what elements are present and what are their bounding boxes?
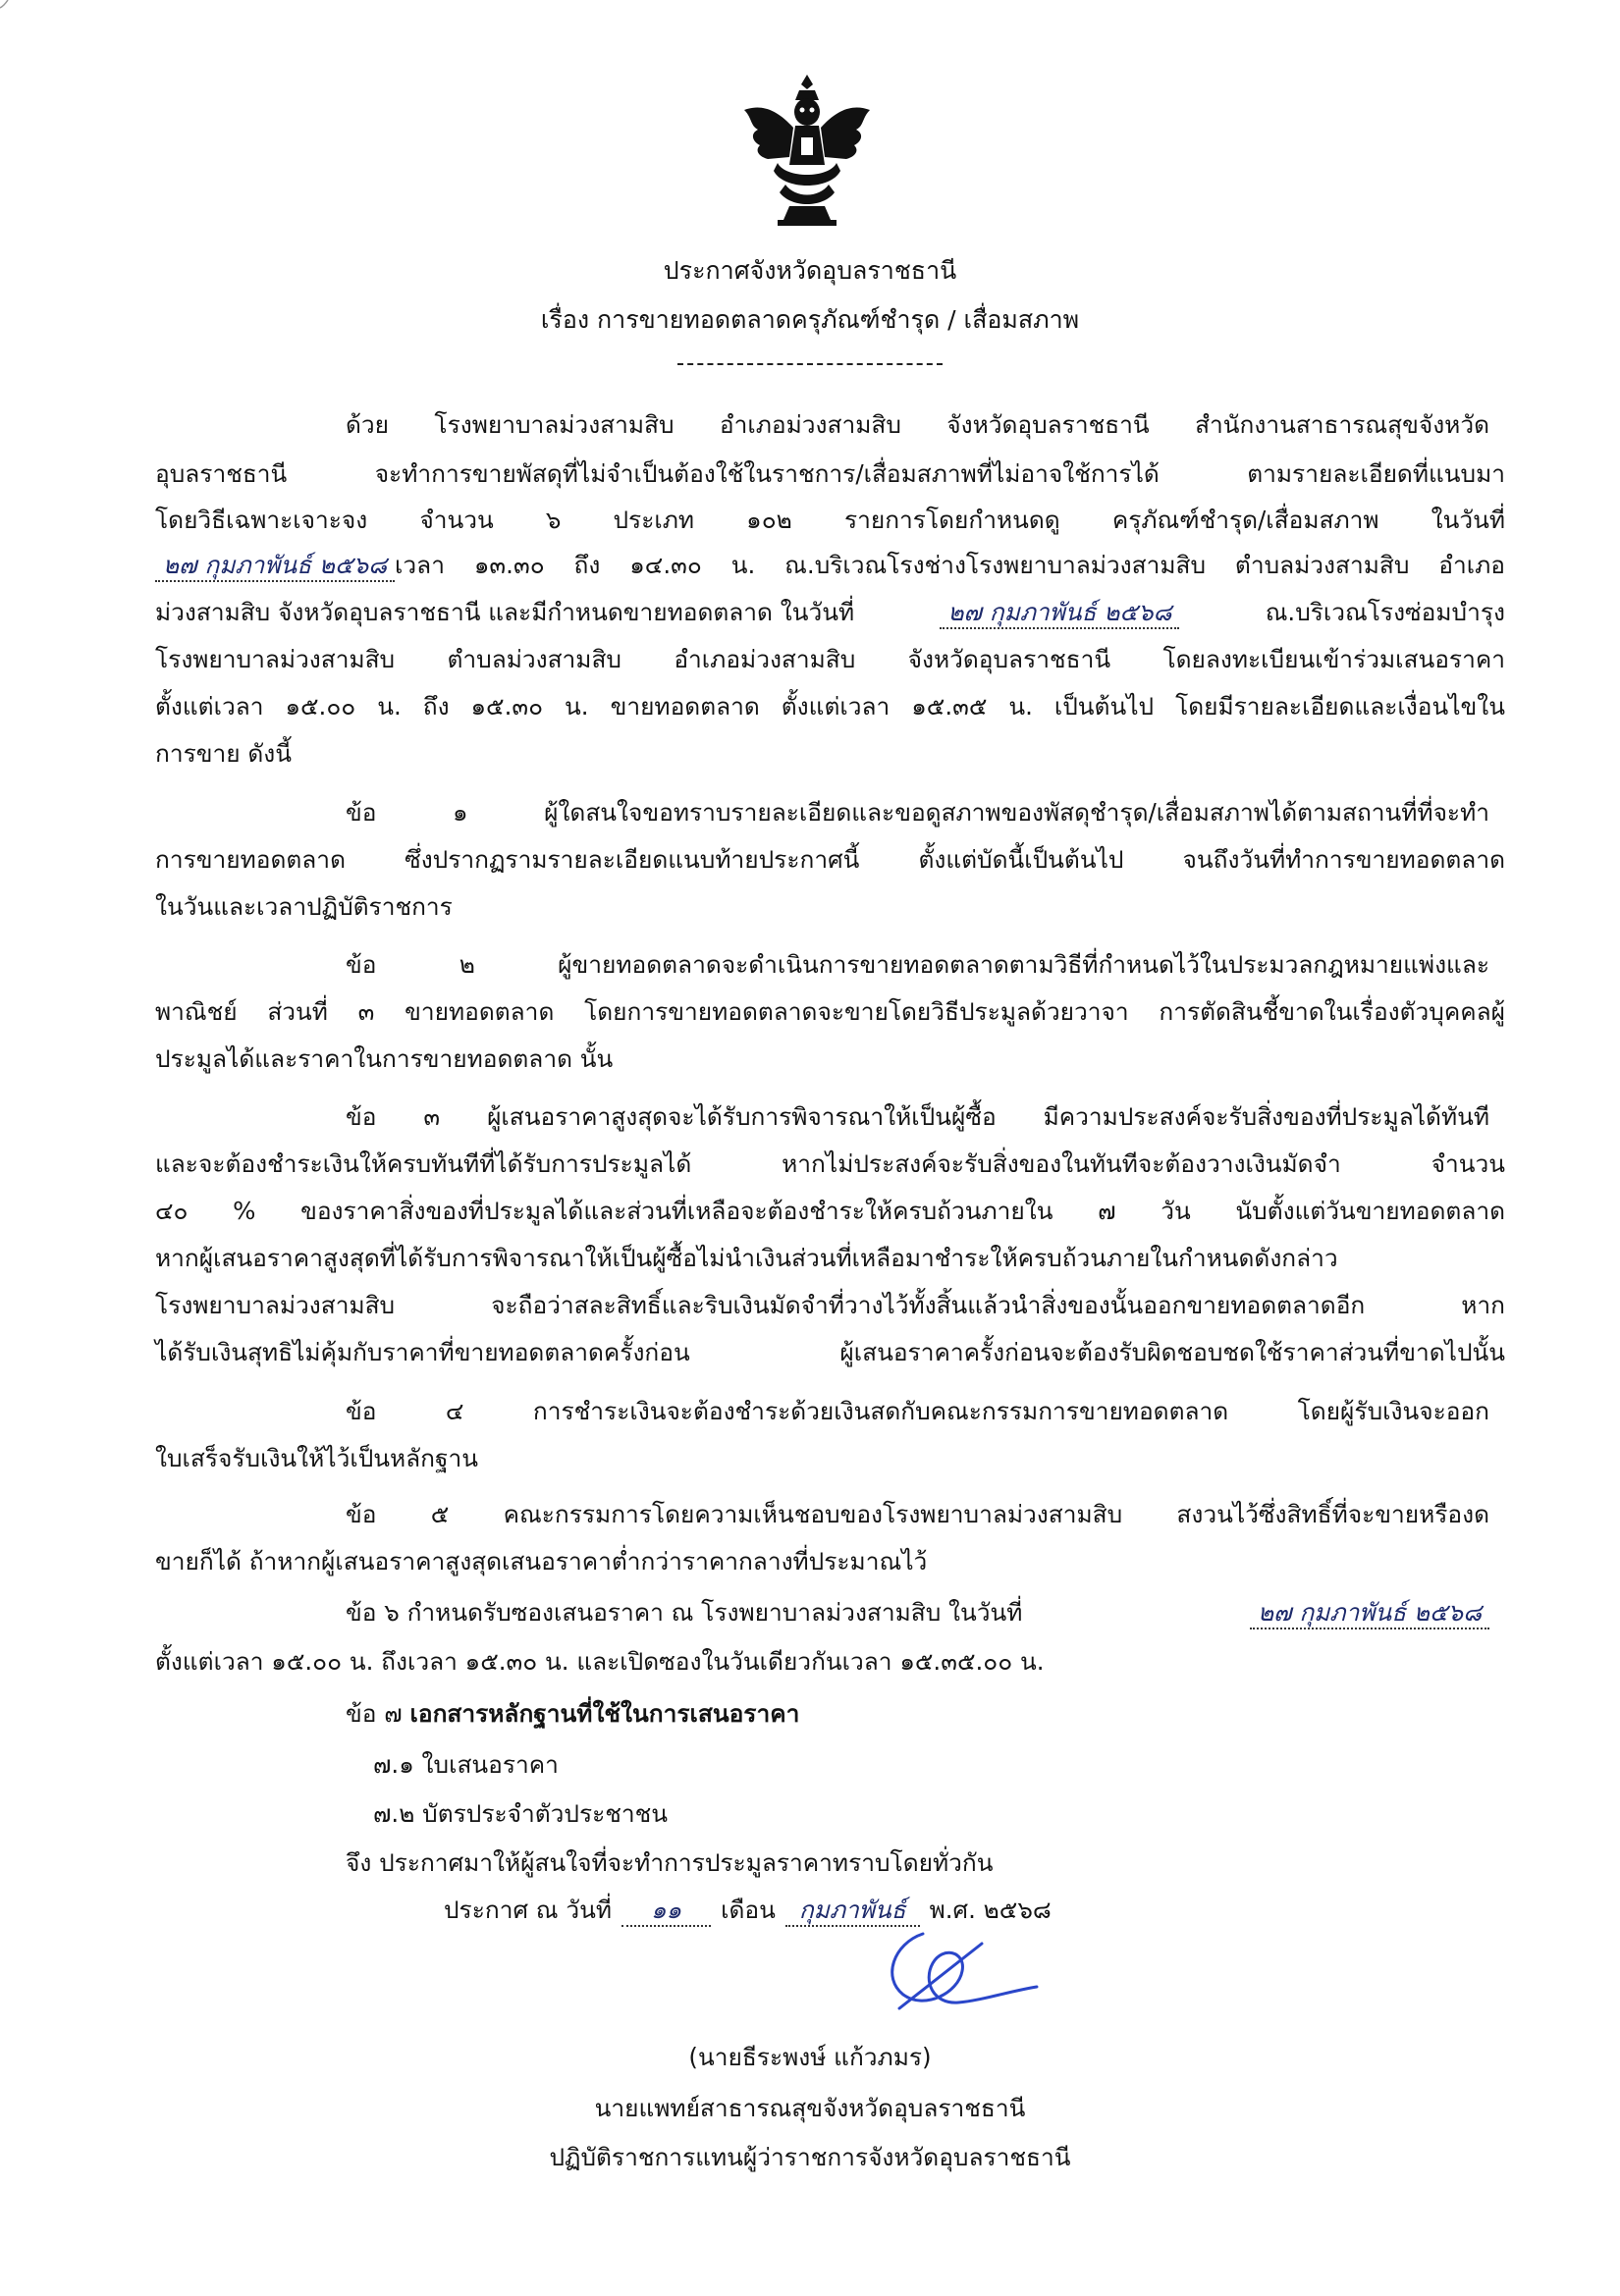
intro-line-4-text: เวลา ๑๓.๓๐ ถึง ๑๔.๓๐ น. ณ.บริเวณโรงช่างโรงพยาบาลม่วงสามสิบ ตำบลม่วงสามสิบ อำเภอ (395, 551, 1505, 579)
intro-line-2: อุบลราชธานี จะทำการขายพัสดุที่ไม่จำเป็นต้องใช้ในราชการ/เสื่อมสภาพที่ไม่อาจใช้การได้ ตามรายละเอียดที่แนบมา (155, 459, 1505, 488)
handwritten-day: ๑๑ (621, 1896, 711, 1927)
intro-line-1: ด้วย โรงพยาบาลม่วงสามสิบ อำเภอม่วงสามสิบ จังหวัดอุบลราชธานี สำนักงานสาธารณสุขจังหวัด (346, 410, 1489, 439)
intro-line-5 (155, 595, 1505, 630)
signatory-position-1: นายแพทย์สาธารณสุขจังหวัดอุบลราชธานี (594, 2094, 1026, 2122)
issue-date (444, 1893, 1052, 1928)
clause-3-line-6: ได้รับเงินสุทธิไม่คุ้มกับราคาที่ขายทอดตลาดครั้งก่อน ผู้เสนอราคาครั้งก่อนจะต้องรับผิดชอบชดใช้ราคาส่วนที่ขาดไปนั้น (155, 1338, 1505, 1366)
intro-line-4 (155, 548, 1505, 583)
clause-6-line-2: ตั้งแต่เวลา ๑๕.๐๐ น. ถึงเวลา ๑๕.๓๐ น. และเปิดซองในวันเดียวกันเวลา ๑๕.๓๕.๐๐ น. (155, 1647, 1045, 1676)
divider (677, 363, 943, 365)
intro-line-6: โรงพยาบาลม่วงสามสิบ ตำบลม่วงสามสิบ อำเภอม่วงสามสิบ จังหวัดอุบลราชธานี โดยลงทะเบียนเข้าร่วมเสนอราคา (155, 645, 1505, 673)
clause-4-line-2: ใบเสร็จรับเงินให้ไว้เป็นหลักฐาน (155, 1444, 479, 1472)
intro-line-3: โดยวิธีเฉพาะเจาะจง จำนวน ๖ ประเภท ๑๐๒ รายการโดยกำหนดดู ครุภัณฑ์ชำรุด/เสื่อมสภาพ ในวันที่ (155, 506, 1505, 534)
clause-1-line-2: การขายทอดตลาด ซึ่งปรากฏรามรายละเอียดแนบท้ายประกาศนี้ ตั้งแต่บัดนี้เป็นต้นไป จนถึงวันที่ทำการขายทอดตลาด (155, 845, 1505, 874)
clause-2-line-3: ประมูลได้และราคาในการขายทอดตลาด นั้น (155, 1044, 614, 1073)
signature-icon (864, 1924, 1041, 2017)
clause-6-line-1 (346, 1595, 1489, 1630)
clause-2-line-2: พาณิชย์ ส่วนที่ ๓ ขายทอดตลาด โดยการขายทอดตลาดจะขายโดยวิธีประมูลด้วยวาจา การตัดสินชี้ขาดในเรื่องตัวบุคคลผู้ (155, 997, 1505, 1026)
clause-3-line-5: โรงพยาบาลม่วงสามสิบ จะถือว่าสละสิทธิ์และริบเงินมัดจำที่วางไว้ทั้งสิ้นแล้วนำสิ่งของนั้นออกขายทอดตลาดอีก หาก (155, 1291, 1505, 1319)
clause-4-line-1: ข้อ ๔ การชำระเงินจะต้องชำระด้วยเงินสดกับคณะกรรมการขายทอดตลาด โดยผู้รับเงินจะออก (346, 1397, 1489, 1425)
clause-3-line-4: หากผู้เสนอราคาสูงสุดที่ได้รับการพิจารณาให้เป็นผู้ซื้อไม่นำเงินส่วนที่เหลือมาชำระให้ครบถ้วนภายในกำหนดดังกล่าว (155, 1244, 1338, 1272)
handwritten-month: กุมภาพันธ์ (785, 1896, 920, 1927)
clause-7-heading: เอกสารหลักฐานที่ใช้ในการเสนอราคา (409, 1699, 800, 1728)
clause-3-line-3: ๔๐ % ของราคาสิ่งของที่ประมูลได้และส่วนที่เหลือจะต้องชำระให้ครบถ้วนภายใน ๗ วัน นับตั้งแต่วันขายทอดตลาด (155, 1197, 1505, 1225)
org-title: ประกาศจังหวัดอุบลราชธานี (663, 256, 957, 285)
clause-7-number: ข้อ ๗ (346, 1699, 403, 1728)
clause-1-line-1: ข้อ ๑ ผู้ใดสนใจขอทราบรายละเอียดและขอดูสภาพของพัสดุชำรุด/เสื่อมสภาพได้ตามสถานที่ที่จะทำ (346, 798, 1489, 827)
clause-7-item-2: ๗.๒ บัตรประจำตัวประชาชน (373, 1799, 669, 1828)
issue-date-prefix: ประกาศ ณ วันที่ (444, 1896, 612, 1924)
intro-line-8: การขาย ดังนี้ (155, 739, 293, 768)
clause-7-item-1: ๗.๑ ใบเสนอราคา (373, 1750, 559, 1779)
clause-6-line-1-text: ข้อ ๖ กำหนดรับซองเสนอราคา ณ โรงพยาบาลม่วงสามสิบ ในวันที่ (346, 1598, 1023, 1627)
intro-line-5a: ม่วงสามสิบ จังหวัดอุบลราชธานี และมีกำหนดขายทอดตลาด ในวันที่ (155, 598, 855, 626)
clause-7-title (346, 1696, 799, 1732)
signatory-position-2: ปฏิบัติราชการแทนผู้ว่าราชการจังหวัดอุบลราชธานี (549, 2143, 1071, 2171)
subject-line: เรื่อง การขายทอดตลาดครุภัณฑ์ชำรุด / เสื่อมสภาพ (540, 305, 1080, 334)
clause-5-line-1: ข้อ ๕ คณะกรรมการโดยความเห็นชอบของโรงพยาบาลม่วงสามสิบ สงวนไว้ซึ่งสิทธิ์ที่จะขายหรืองด (346, 1500, 1489, 1528)
handwritten-date: ๒๗ กุมภาพันธ์ ๒๕๖๘ (1250, 1598, 1489, 1629)
intro-line-5b: ณ.บริเวณโรงซ่อมบำรุง (1265, 598, 1505, 626)
clause-3-line-2: และจะต้องชำระเงินให้ครบทันทีที่ได้รับการประมูลได้ หากไม่ประสงค์จะรับสิ่งของในทันทีจะต้องวางเงินมัดจำ จำนวน (155, 1149, 1505, 1178)
clause-5-line-2: ขายก็ได้ ถ้าหากผู้เสนอราคาสูงสุดเสนอราคาต่ำกว่าราคากลางที่ประมาณไว้ (155, 1547, 928, 1575)
clause-3-line-1: ข้อ ๓ ผู้เสนอราคาสูงสุดจะได้รับการพิจารณาให้เป็นผู้ซื้อ มีความประสงค์จะรับสิ่งของที่ประมูลได้ทันที (346, 1102, 1489, 1131)
handwritten-date: ๒๗ กุมภาพันธ์ ๒๕๖๘ (155, 551, 395, 582)
issue-date-month-label: เดือน (721, 1896, 776, 1924)
corner-mark-icon (0, 0, 10, 10)
garuda-emblem-icon (738, 69, 876, 231)
handwritten-date: ๒๗ กุมภาพันธ์ ๒๕๖๘ (940, 598, 1179, 629)
intro-line-7: ตั้งแต่เวลา ๑๕.๐๐ น. ถึง ๑๕.๓๐ น. ขายทอดตลาด ตั้งแต่เวลา ๑๕.๓๕ น. เป็นต้นไป โดยมีรายละเอียดและเงื่อนไขใน (155, 692, 1505, 721)
issue-date-year: พ.ศ. ๒๕๖๘ (929, 1896, 1052, 1924)
clause-1-line-3: ในวันและเวลาปฏิบัติราชการ (155, 892, 453, 921)
signatory-name: (นายธีระพงษ์ แก้วภมร) (688, 2043, 932, 2071)
closing-announcement: จึง ประกาศมาให้ผู้สนใจที่จะทำการประมูลราคาทราบโดยทั่วกัน (346, 1848, 994, 1877)
clause-2-line-1: ข้อ ๒ ผู้ขายทอดตลาดจะดำเนินการขายทอดตลาดตามวิธีที่กำหนดไว้ในประมวลกฎหมายแพ่งและ (346, 950, 1489, 979)
